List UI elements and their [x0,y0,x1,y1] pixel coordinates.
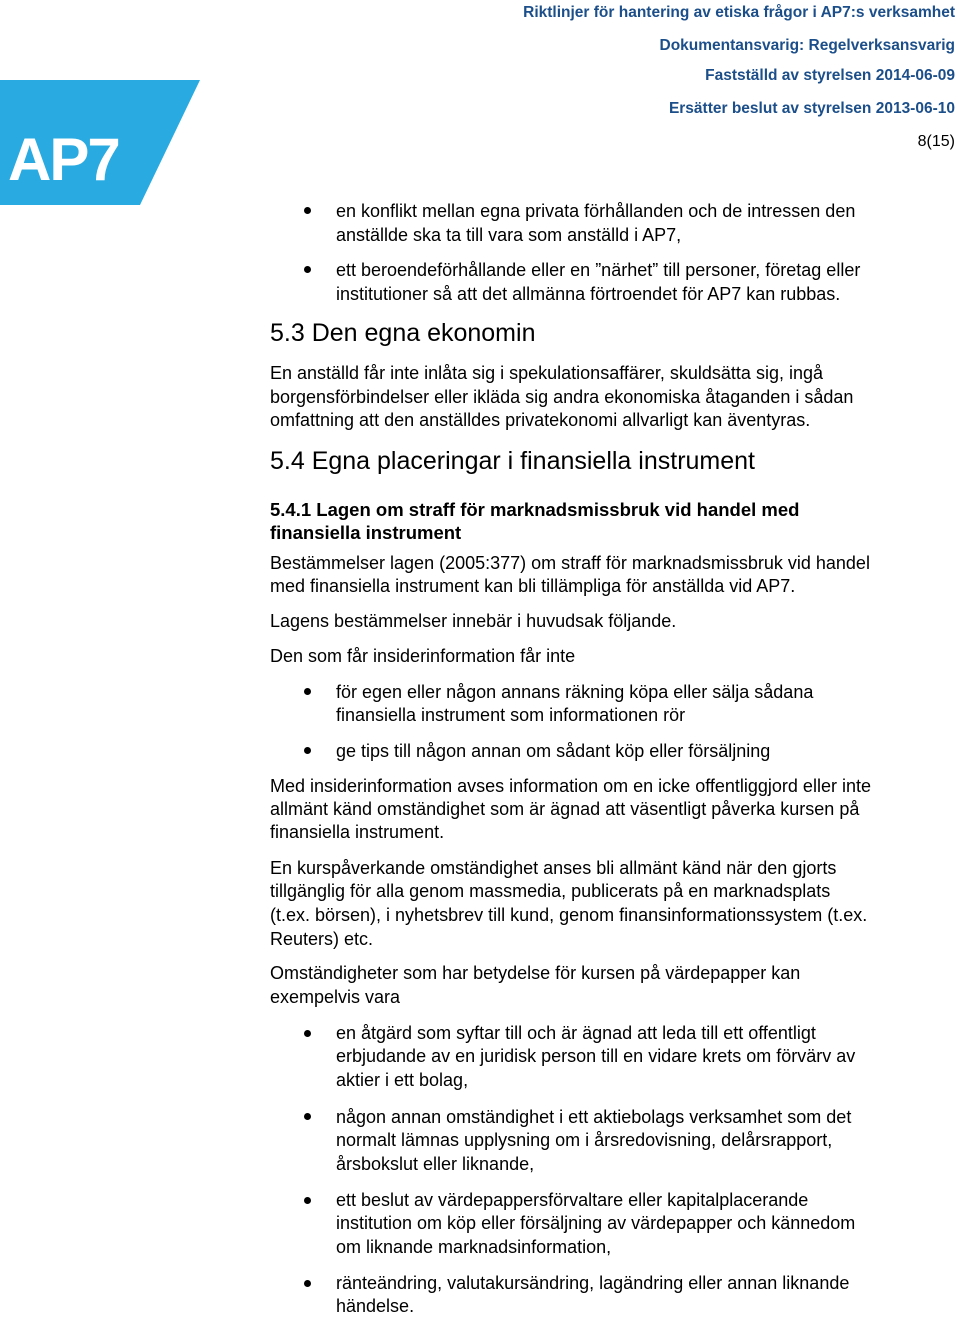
list-item-continued: aktier i ett bolag, [336,1070,469,1090]
paragraph: Den som får insiderinformation får inte [270,646,576,666]
approval-date: Fastställd av styrelsen 2014-06-09 [705,67,955,84]
list-item-continued: institution om köp eller försäljning av värdepapper och kännedom [336,1213,856,1233]
section-heading-5-4: 5.4 Egna placeringar i finansiella instrument [270,447,755,475]
paragraph-line: En kurspåverkande omständighet anses bli allmänt känd när den gjorts [270,858,837,878]
page-number: 8(15) [917,133,955,150]
list-item: ett beroendeförhållande eller en ”närhet” till personer, företag eller [336,260,861,280]
list-item-continued: normalt lämnas upplysning om i årsredovisning, delårsrapport, [336,1130,833,1150]
bullet-marker [304,1280,311,1287]
list-item: ge tips till någon annan om sådant köp eller försäljning [336,741,771,761]
bullet-marker [304,1113,311,1120]
list-item-continued: institutioner så att det allmänna förtroendet för AP7 kan rubbas. [336,284,841,304]
list-item: någon annan omständighet i ett aktiebolags verksamhet som det [336,1107,852,1127]
paragraph-line: tillgänglig för alla genom massmedia, publicerats på en marknadsplats [270,881,831,901]
paragraph-line: exempelvis vara [270,987,401,1007]
bullet-marker [304,207,311,214]
list-item: ränteändring, valutakursändring, lagändring eller annan liknande [336,1273,850,1293]
paragraph: Lagens bestämmelser innebär i huvudsak följande. [270,611,677,631]
bullet-marker [304,688,311,695]
paragraph-line: Omständigheter som har betydelse för kursen på värdepapper kan [270,963,801,983]
bullet-marker [304,1030,311,1037]
list-item: en åtgärd som syftar till och är ägnad att leda till ett offentligt [336,1023,816,1043]
list-item-continued: händelse. [336,1296,415,1316]
bullet-marker [304,747,311,754]
paragraph-line: finansiella instrument. [270,822,445,842]
document-title: Riktlinjer för hantering av etiska frågor i AP7:s verksamhet [523,4,955,21]
paragraph-line: med finansiella instrument kan bli tillämpliga för anställda vid AP7. [270,576,796,596]
list-item: en konflikt mellan egna privata förhållanden och de intressen den [336,201,856,221]
logo-text: AP7 [8,126,119,193]
paragraph-line: Med insiderinformation avses information om en icke offentliggjord eller inte [270,776,871,796]
paragraph-line: Reuters) etc. [270,929,374,949]
paragraph-line: (t.ex. börsen), i nyhetsbrev till kund, genom finansinformationssystem (t.ex. [270,905,868,925]
paragraph-line: En anställd får inte inlåta sig i spekulationsaffärer, skuldsätta sig, ingå [270,363,823,383]
paragraph-line: borgensförbindelser eller ikläda sig andra ekonomiska åtaganden i sådan [270,387,854,407]
list-item: ett beslut av värdepappersförvaltare eller kapitalplacerande [336,1190,809,1210]
paragraph-line: Bestämmelser lagen (2005:377) om straff för marknadsmissbruk vid handel [270,553,870,573]
subsection-heading-continued: finansiella instrument [270,522,462,543]
bullet-marker [304,266,311,273]
section-heading-5-3: 5.3 Den egna ekonomin [270,319,536,347]
bullet-marker [304,1197,311,1204]
document-owner: Dokumentansvarig: Regelverksansvarig [659,37,955,54]
replaces-decision: Ersätter beslut av styrelsen 2013-06-10 [668,100,955,117]
paragraph-line: allmänt känd omständighet som är ägnad att väsentligt påverka kursen på [270,799,860,819]
list-item: för egen eller någon annans räkning köpa eller sälja sådana [336,682,814,702]
list-item-continued: årsbokslut eller liknande, [336,1154,535,1174]
paragraph-line: omfattning att den anställdes privatekonomi allvarligt kan äventyras. [270,410,811,430]
list-item-continued: anställde ska ta till vara som anställd i AP7, [336,225,682,245]
list-item-continued: finansiella instrument som informationen rör [336,705,686,725]
ap7-logo [0,80,200,205]
subsection-heading: 5.4.1 Lagen om straff för marknadsmissbruk vid handel med [270,499,800,520]
list-item-continued: om liknande marknadsinformation, [336,1237,612,1257]
list-item-continued: erbjudande av en juridisk person till en vidare krets om förvärv av [336,1046,856,1066]
